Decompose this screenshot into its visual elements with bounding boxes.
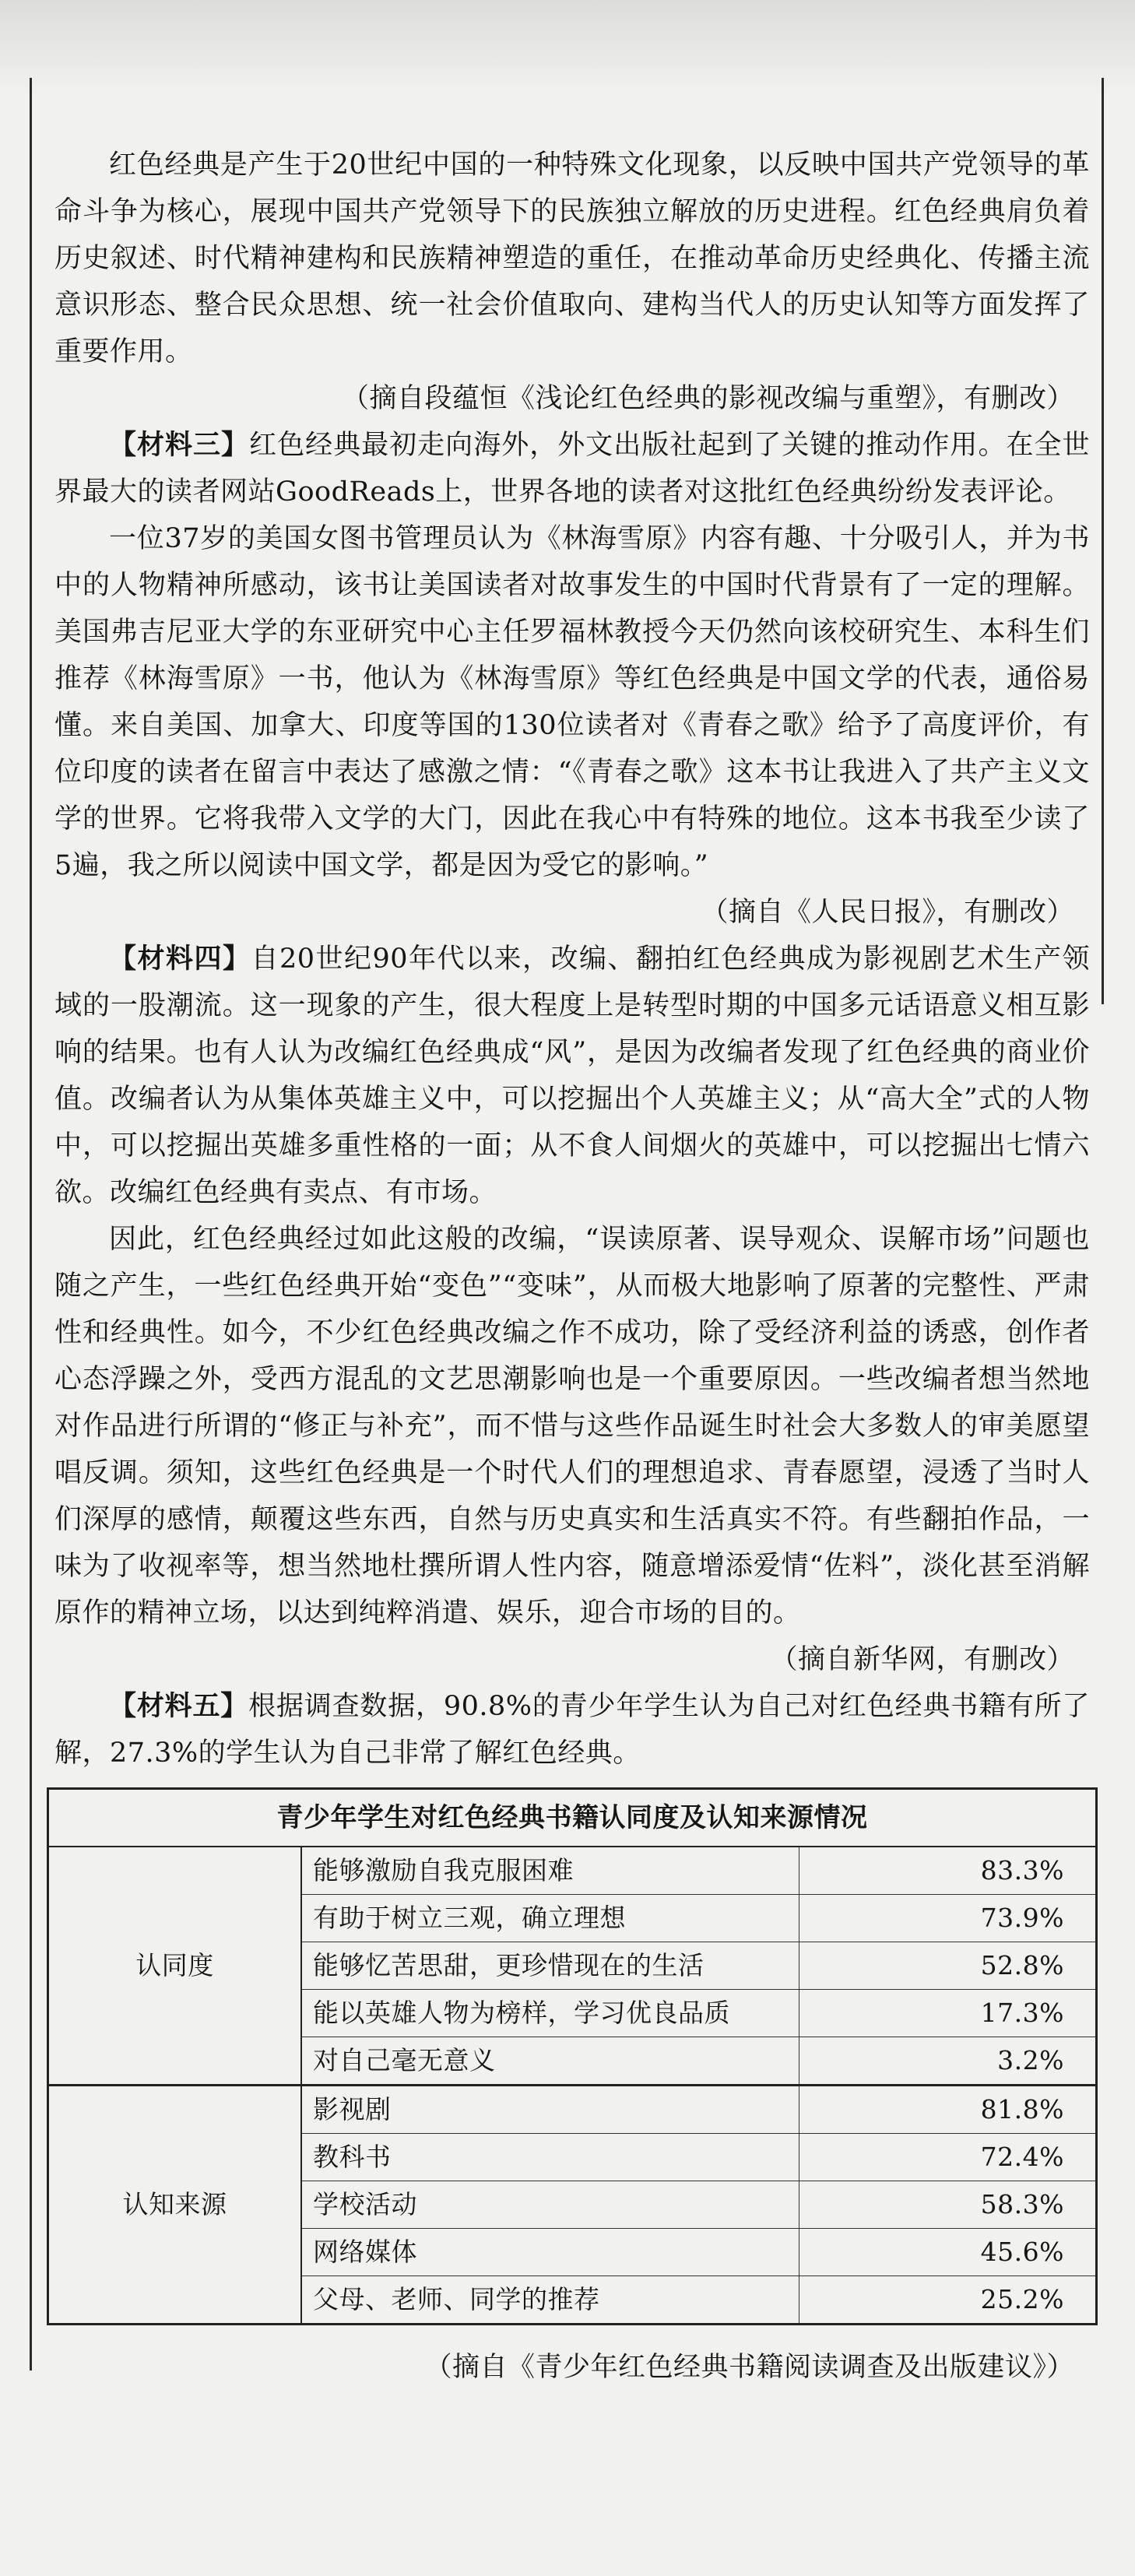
table-cell-value: 58.3% xyxy=(799,2181,1097,2229)
table-cell-value: 52.8% xyxy=(799,1942,1097,1990)
material-four-text: 自20世纪90年代以来，改编、翻拍红色经典成为影视剧艺术生产领域的一股潮流。这一现象的产生，很大程度上是转型时期的中国多元话语意义相互影响的结果。也有人认为改编红色经典成“风”，是因为改编者发现了红色经典的商业价值。改编者认为从集体英雄主义中，可以挖掘出个人英雄主义；从“高大全”式的人物中，可以挖掘出英雄多重性格的一面；从不食人间烟火的英雄中，可以挖掘出七情六欲。改编红色经典有卖点、有市场。 xyxy=(54,944,1090,1208)
table-cell-item: 有助于树立三观，确立理想 xyxy=(301,1895,799,1942)
material-three xyxy=(54,422,1090,515)
material-three-text: 红色经典最初走向海外，外文出版社起到了关键的推动作用。在全世界最大的读者网站GoodReads上，世界各地的读者对这批红色经典纷纷发表评论。 xyxy=(54,430,1090,508)
table-cell-value: 45.6% xyxy=(799,2229,1097,2276)
table-cell-item: 父母、老师、同学的推荐 xyxy=(301,2276,799,2325)
survey-table-title: 青少年学生对红色经典书籍认同度及认知来源情况 xyxy=(48,1789,1097,1847)
table-cell-value: 81.8% xyxy=(799,2086,1097,2134)
material-five-text: 根据调查数据，90.8%的青少年学生认为自己对红色经典书籍有所了解，27.3%的学生认为自己非常了解红色经典。 xyxy=(54,1691,1090,1769)
table-cell-item: 能够激励自我克服困难 xyxy=(301,1847,799,1895)
table-cell-value: 72.4% xyxy=(799,2134,1097,2181)
source-citation-4: （摘自《青少年红色经典书籍阅读调查及出版建议》） xyxy=(424,2352,1074,2383)
table-cell-value: 73.9% xyxy=(799,1895,1097,1942)
group-label-source: 认知来源 xyxy=(48,2086,302,2325)
table-cell-item: 教科书 xyxy=(301,2134,799,2181)
source-citation-1: （摘自段蕴恒《浅论红色经典的影视改编与重塑》，有删改） xyxy=(341,383,1074,414)
survey-table xyxy=(47,1787,1098,2325)
table-cell-value: 17.3% xyxy=(799,1990,1097,2037)
table-cell-value: 83.3% xyxy=(799,1847,1097,1895)
paragraph-adaptation-problems: 因此，红色经典经过如此这般的改编，“误读原著、误导观众、误解市场”问题也随之产生，一些红色经典开始“变色”“变味”，从而极大地影响了原著的完整性、严肃性和经典性。如今，不少红色经典改编之作不成功，除了受经济利益的诱惑，创作者心态浮躁之外，受西方混乱的文艺思潮影响也是一个重要原因。一些改编者想当然地对作品进行所谓的“修正与补充”，而不惜与这些作品诞生时社会大多数人的审美愿望唱反调。须知，这些红色经典是一个时代人们的理想追求、青春愿望，浸透了当时人们深厚的感情，颠覆这些东西，自然与历史真实和生活真实不符。有些翻拍作品，一味为了收视率等，想当然地杜撰所谓人性内容，随意增添爱情“佐料”，淡化甚至消解原作的精神立场，以达到纯粹消遣、娱乐，迎合市场的目的。 xyxy=(54,1224,1090,1629)
paragraph-red-classics-definition: 红色经典是产生于20世纪中国的一种特殊文化现象，以反映中国共产党领导的革命斗争为核心，展现中国共产党领导下的民族独立解放的历史进程。红色经典肩负着历史叙述、时代精神建构和民族精神塑造的重任，在推动革命历史经典化、传播主流意识形态、整合民众思想、统一社会价值取向、建构当代人的历史认知等方面发挥了重要作用。 xyxy=(54,149,1090,367)
material-three-label: 【材料三】 xyxy=(109,430,250,461)
document-page xyxy=(30,78,1104,2383)
survey-table-container xyxy=(47,1787,1098,2325)
table-cell-item: 影视剧 xyxy=(301,2086,799,2134)
table-cell-value: 3.2% xyxy=(799,2037,1097,2086)
table-cell-item: 对自己毫无意义 xyxy=(301,2037,799,2086)
material-five-label: 【材料五】 xyxy=(109,1691,249,1722)
group-label-recognition: 认同度 xyxy=(48,1847,302,2086)
table-cell-item: 能够忆苦思甜，更珍惜现在的生活 xyxy=(301,1942,799,1990)
source-citation-3: （摘自新华网，有删改） xyxy=(770,1644,1074,1675)
paragraph-overseas-readers: 一位37岁的美国女图书管理员认为《林海雪原》内容有趣、十分吸引人，并为书中的人物精神所感动，该书让美国读者对故事发生的中国时代背景有了一定的理解。美国弗吉尼亚大学的东亚研究中心主任罗福林教授今天仍然向该校研究生、本科生们推荐《林海雪原》一书，他认为《林海雪原》等红色经典是中国文学的代表，通俗易懂。来自美国、加拿大、印度等国的130位读者对《青春之歌》给予了高度评价，有位印度的读者在留言中表达了感激之情：“《青春之歌》这本书让我进入了共产主义文学的世界。它将我带入文学的大门，因此在我心中有特殊的地位。这本书我至少读了5遍，我之所以阅读中国文学，都是因为受它的影响。” xyxy=(54,523,1090,881)
table-row xyxy=(48,1847,1097,1895)
table-cell-item: 能以英雄人物为榜样，学习优良品质 xyxy=(301,1990,799,2037)
right-margin-rule xyxy=(1102,78,1104,1004)
article-body xyxy=(54,142,1090,2391)
material-five xyxy=(54,1683,1090,1776)
left-margin-rule xyxy=(30,78,32,2370)
material-four xyxy=(54,936,1090,1216)
material-four-label: 【材料四】 xyxy=(109,944,251,975)
table-cell-value: 25.2% xyxy=(799,2276,1097,2325)
table-cell-item: 网络媒体 xyxy=(301,2229,799,2276)
source-citation-2: （摘自《人民日报》，有删改） xyxy=(701,897,1074,928)
table-cell-item: 学校活动 xyxy=(301,2181,799,2229)
table-row xyxy=(48,2086,1097,2134)
